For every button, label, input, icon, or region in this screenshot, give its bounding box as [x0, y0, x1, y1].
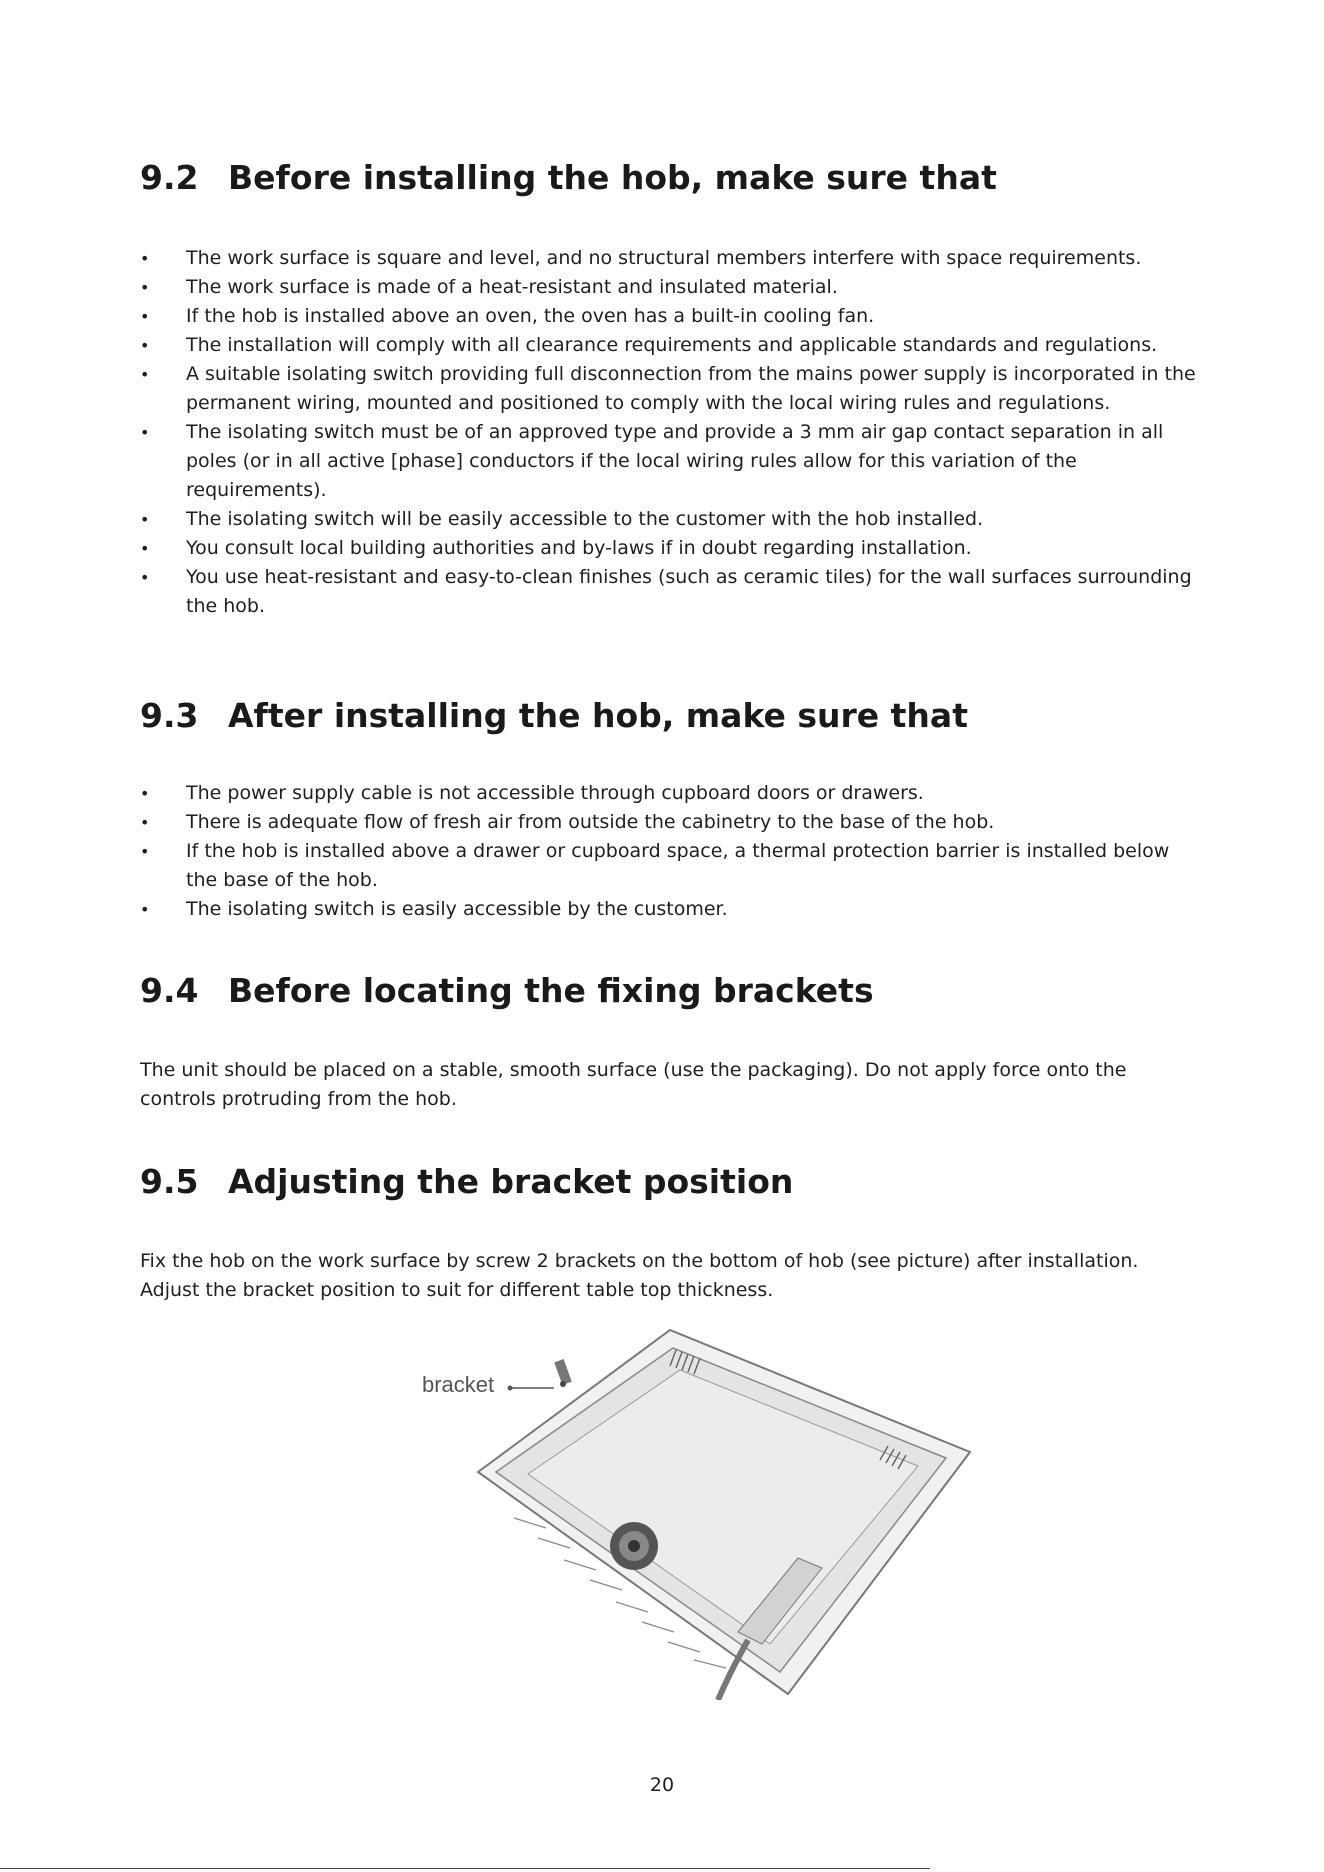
section-9-5-paragraph: Fix the hob on the work surface by screw 2 brackets on the bottom of hob (see picture) after installation. Adjust the bracket position to suit for different table top thickness. — [140, 1250, 1139, 1301]
bullet-item: • The isolating switch is easily accessible by the customer. — [140, 895, 1200, 924]
bullet-item: • The power supply cable is not accessible through cupboard doors or drawers. — [140, 779, 1200, 808]
page-number: 20 — [649, 1774, 675, 1796]
cooling-fan-icon — [610, 1522, 658, 1570]
bullet-item: • The installation will comply with all clearance requirements and applicable standards and regulations. — [140, 331, 1200, 360]
section-9-2-heading — [140, 158, 997, 197]
hob-bracket-illustration — [418, 1322, 978, 1700]
hob-underside-drawing — [418, 1322, 978, 1700]
section-number: 9.4 — [140, 971, 199, 1010]
section-title: Before locating the fixing brackets — [228, 971, 874, 1010]
bullet-item: • There is adequate flow of fresh air from outside the cabinetry to the base of the hob. — [140, 808, 1200, 837]
section-number: 9.5 — [140, 1162, 199, 1201]
scan-edge-line — [0, 1868, 930, 1869]
section-9-3-bullet-list — [140, 779, 1200, 924]
bullet-item: • The work surface is made of a heat-resistant and insulated material. — [140, 273, 1200, 302]
bullet-item: • If the hob is installed above a drawer or cupboard space, a thermal protection barrier is installed below the base of the hob. — [140, 837, 1200, 895]
bullet-item: • The work surface is square and level, and no structural members interfere with space requirements. — [140, 244, 1200, 273]
section-9-3-heading — [140, 696, 968, 735]
section-9-4-paragraph: The unit should be placed on a stable, smooth surface (use the packaging). Do not apply force onto the controls protruding from the hob. — [140, 1059, 1127, 1110]
bullet-item: • If the hob is installed above an oven, the oven has a built-in cooling fan. — [140, 302, 1200, 331]
bracket-label: bracket — [422, 1372, 495, 1397]
section-title: Before installing the hob, make sure that — [228, 158, 997, 197]
section-9-5-heading — [140, 1162, 793, 1201]
bullet-item: • The isolating switch must be of an approved type and provide a 3 mm air gap contact separation in all poles (or in all active [phase] conductors if the local wiring rules allow for this variation of the requirements). — [140, 418, 1200, 505]
bullet-item: • You use heat-resistant and easy-to-clean finishes (such as ceramic tiles) for the wall surfaces surrounding the hob. — [140, 563, 1200, 621]
bullet-item: • The isolating switch will be easily accessible to the customer with the hob installed. — [140, 505, 1200, 534]
section-9-4-heading — [140, 971, 874, 1010]
section-title: Adjusting the bracket position — [228, 1162, 794, 1201]
bracket-icon — [554, 1359, 572, 1387]
bullet-item: • A suitable isolating switch providing full disconnection from the mains power supply is incorporated in the permanent wiring, mounted and positioned to comply with the local wiring rules and regulations. — [140, 360, 1200, 418]
section-number: 9.2 — [140, 158, 199, 197]
section-number: 9.3 — [140, 696, 199, 735]
section-9-2-bullet-list — [140, 244, 1200, 621]
section-title: After installing the hob, make sure that — [228, 696, 968, 735]
leader-dot — [508, 1386, 513, 1391]
bullet-item: • You consult local building authorities and by-laws if in doubt regarding installation. — [140, 534, 1200, 563]
